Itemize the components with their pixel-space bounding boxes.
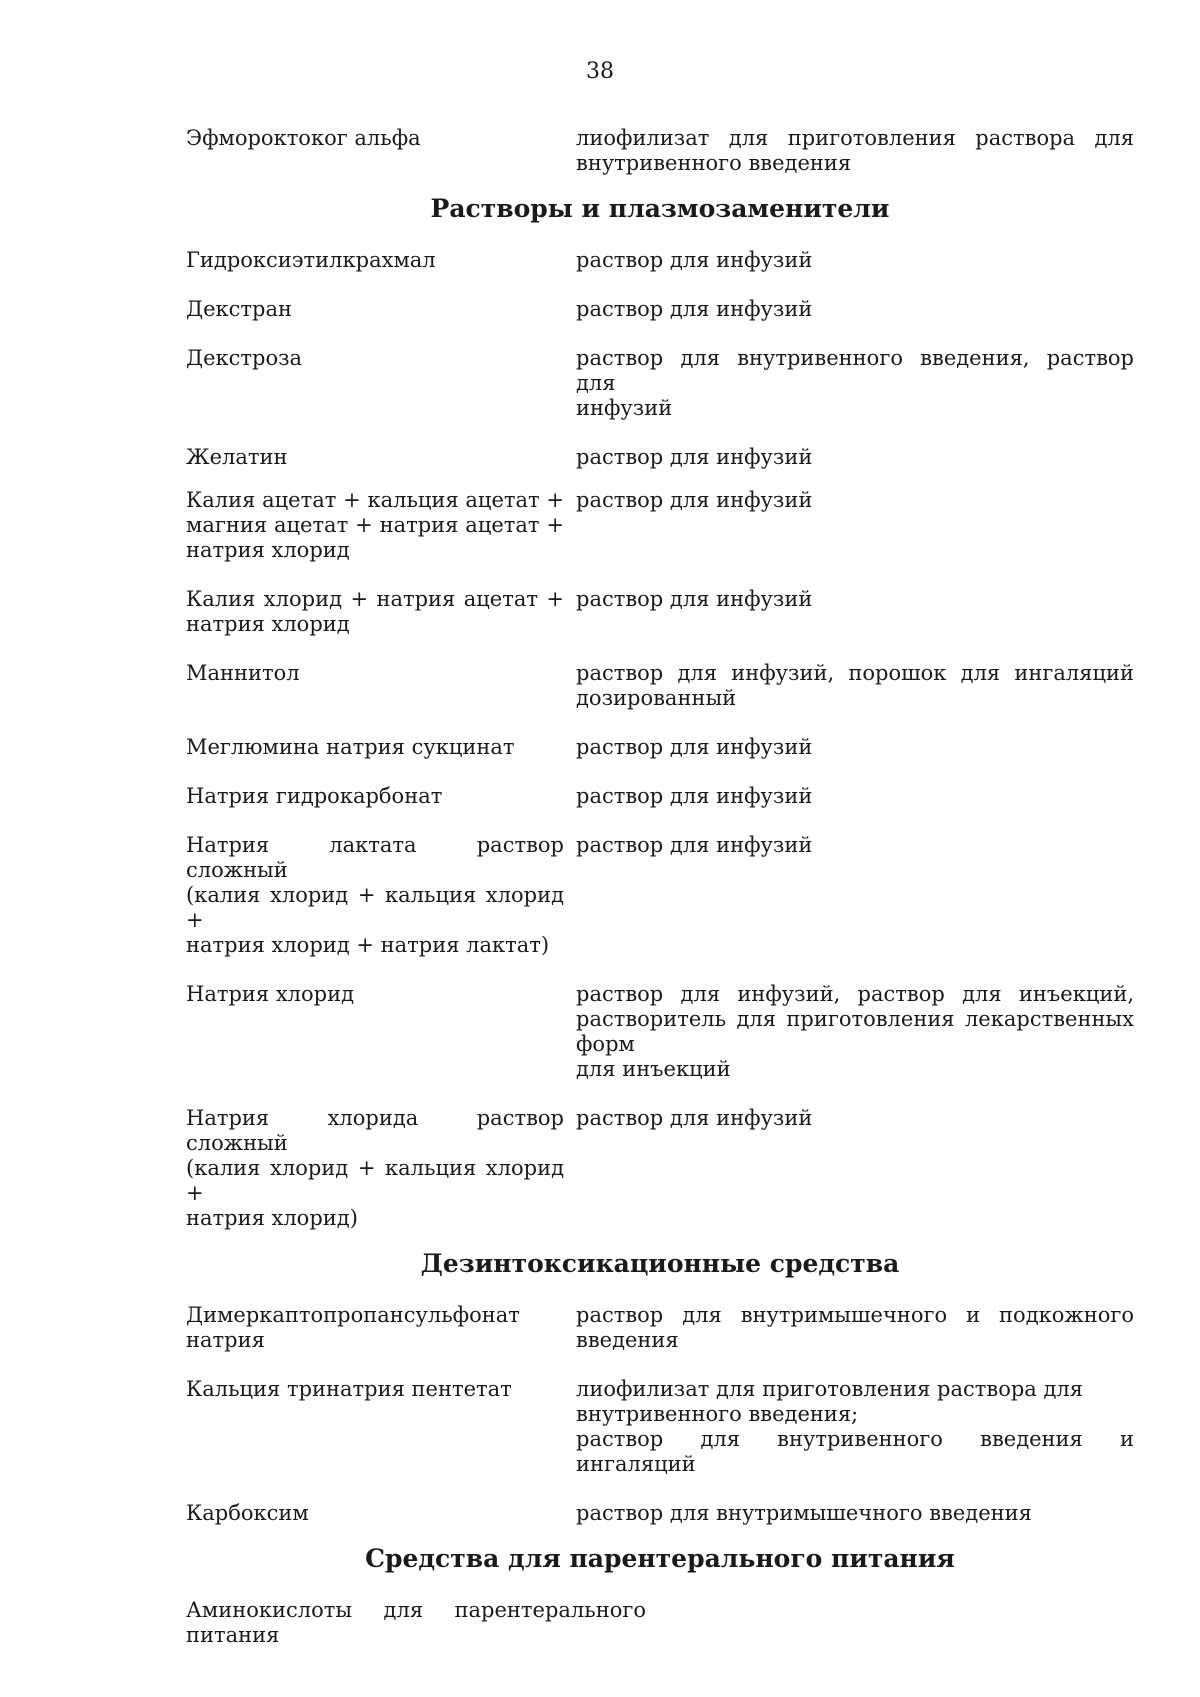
drug-entry xyxy=(186,661,1134,711)
dosage-form-line: инфузий xyxy=(576,396,673,420)
drug-name-line: Калия хлорид + натрия ацетат + xyxy=(186,587,564,611)
drug-entry xyxy=(186,982,1134,1082)
drug-name xyxy=(186,587,564,637)
drug-name xyxy=(186,1598,646,1648)
dosage-form-line: раствор для инфузий xyxy=(576,488,813,512)
drug-name-line: натрия хлорид xyxy=(186,612,350,636)
dosage-form xyxy=(576,1303,1134,1353)
dosage-form xyxy=(576,1106,1134,1131)
drug-name-line: натрия хлорид xyxy=(186,538,350,562)
drug-name-line: магния ацетат + натрия ацетат + xyxy=(186,513,564,537)
dosage-form-line: раствор для внутримышечного введения xyxy=(576,1501,1032,1525)
dosage-form-line: раствор для инфузий xyxy=(576,784,813,808)
drug-entry xyxy=(186,784,1134,809)
drug-name xyxy=(186,488,564,563)
drug-name-line: Димеркаптопропансульфонат xyxy=(186,1303,520,1327)
dosage-form-line: лиофилизат для приготовления раствора для xyxy=(576,1377,1084,1401)
dosage-form-line: дозированный xyxy=(576,686,737,710)
drug-name xyxy=(186,1303,564,1353)
dosage-form-line: внутривенного введения; xyxy=(576,1402,859,1426)
drug-name: Эфмороктоког альфа xyxy=(186,126,421,150)
dosage-form xyxy=(576,587,1134,612)
drug-entry xyxy=(186,1501,1134,1526)
dosage-form-line: раствор для инфузий xyxy=(576,833,813,857)
dosage-form-line: раствор для инфузий, порошок для ингаляций xyxy=(576,661,1134,685)
dosage-form-line: раствор для инфузий xyxy=(576,248,813,272)
dosage-form xyxy=(576,833,1134,858)
section-title: Растворы и плазмозаменители xyxy=(430,194,890,223)
drug-entry xyxy=(186,1598,1134,1648)
dosage-form-line: раствор для внутримышечного и подкожного xyxy=(576,1303,1134,1327)
document-body xyxy=(186,126,1134,1672)
drug-entry xyxy=(186,346,1134,421)
drug-name-line: Аминокислоты для парентерального xyxy=(186,1598,646,1622)
drug-name: Желатин xyxy=(186,445,288,469)
dosage-form xyxy=(576,982,1134,1082)
drug-name: Карбоксим xyxy=(186,1501,309,1525)
dosage-form-line: растворитель для приготовления лекарственных форм xyxy=(576,1007,1134,1056)
drug-name: Кальция тринатрия пентетат xyxy=(186,1377,512,1401)
dosage-form xyxy=(576,297,1134,322)
dosage-form-line: внутривенного введения xyxy=(576,151,852,175)
dosage-form-line: раствор для инфузий, раствор для инъекций, xyxy=(576,982,1134,1006)
drug-name: Натрия гидрокарбонат xyxy=(186,784,443,808)
drug-name-line: натрия xyxy=(186,1328,265,1352)
drug-entry xyxy=(186,248,1134,273)
drug-entry xyxy=(186,1106,1134,1231)
dosage-form xyxy=(576,1377,1134,1477)
dosage-form-line: раствор для внутривенного введения, раствор для xyxy=(576,346,1134,395)
page-number: 38 xyxy=(586,59,614,84)
drug-name: Натрия хлорид xyxy=(186,982,355,1006)
dosage-form xyxy=(576,445,1134,470)
drug-name-line: питания xyxy=(186,1623,280,1647)
dosage-form-line: лиофилизат для приготовления раствора для xyxy=(576,126,1134,150)
dosage-form xyxy=(576,1501,1134,1526)
dosage-form xyxy=(576,661,1134,711)
drug-entry xyxy=(186,735,1134,760)
drug-entry xyxy=(186,126,1134,176)
drug-entry xyxy=(186,587,1134,637)
section-title: Средства для парентерального питания xyxy=(365,1544,955,1573)
drug-entry xyxy=(186,833,1134,958)
dosage-form-line: раствор для инфузий xyxy=(576,587,813,611)
drug-name xyxy=(186,1106,564,1231)
drug-name: Декстроза xyxy=(186,346,303,370)
dosage-form-line: раствор для инфузий xyxy=(576,297,813,321)
dosage-form-line: раствор для инфузий xyxy=(576,1106,813,1130)
drug-name: Декстран xyxy=(186,297,292,321)
dosage-form xyxy=(576,126,1134,176)
dosage-form-line: раствор для инфузий xyxy=(576,445,813,469)
section-title: Дезинтоксикационные средства xyxy=(420,1249,900,1278)
dosage-form xyxy=(576,346,1134,421)
drug-name xyxy=(186,833,564,958)
drug-name: Маннитол xyxy=(186,661,300,685)
dosage-form xyxy=(576,784,1134,809)
drug-name-line: Калия ацетат + кальция ацетат + xyxy=(186,488,564,512)
dosage-form xyxy=(576,735,1134,760)
drug-name-line: (калия хлорид + кальция хлорид + xyxy=(186,1156,564,1205)
drug-name: Гидроксиэтилкрахмал xyxy=(186,248,436,272)
drug-entry xyxy=(186,445,1134,470)
drug-name-line: Натрия хлорида раствор сложный xyxy=(186,1106,564,1155)
drug-name: Меглюмина натрия сукцинат xyxy=(186,735,515,759)
dosage-form-line: раствор для внутривенного введения и ингаляций xyxy=(576,1427,1134,1476)
drug-name-line: натрия хлорид) xyxy=(186,1206,358,1230)
drug-entry xyxy=(186,1303,1134,1353)
drug-entry xyxy=(186,488,1134,563)
dosage-form-line: введения xyxy=(576,1328,679,1352)
dosage-form xyxy=(576,488,1134,513)
drug-entry xyxy=(186,1377,1134,1477)
drug-name-line: натрия хлорид + натрия лактат) xyxy=(186,933,550,957)
drug-entry xyxy=(186,297,1134,322)
drug-name-line: (калия хлорид + кальция хлорид + xyxy=(186,883,564,932)
dosage-form-line: раствор для инфузий xyxy=(576,735,813,759)
drug-name-line: Натрия лактата раствор сложный xyxy=(186,833,564,882)
dosage-form-line: для инъекций xyxy=(576,1057,731,1081)
dosage-form xyxy=(576,248,1134,273)
